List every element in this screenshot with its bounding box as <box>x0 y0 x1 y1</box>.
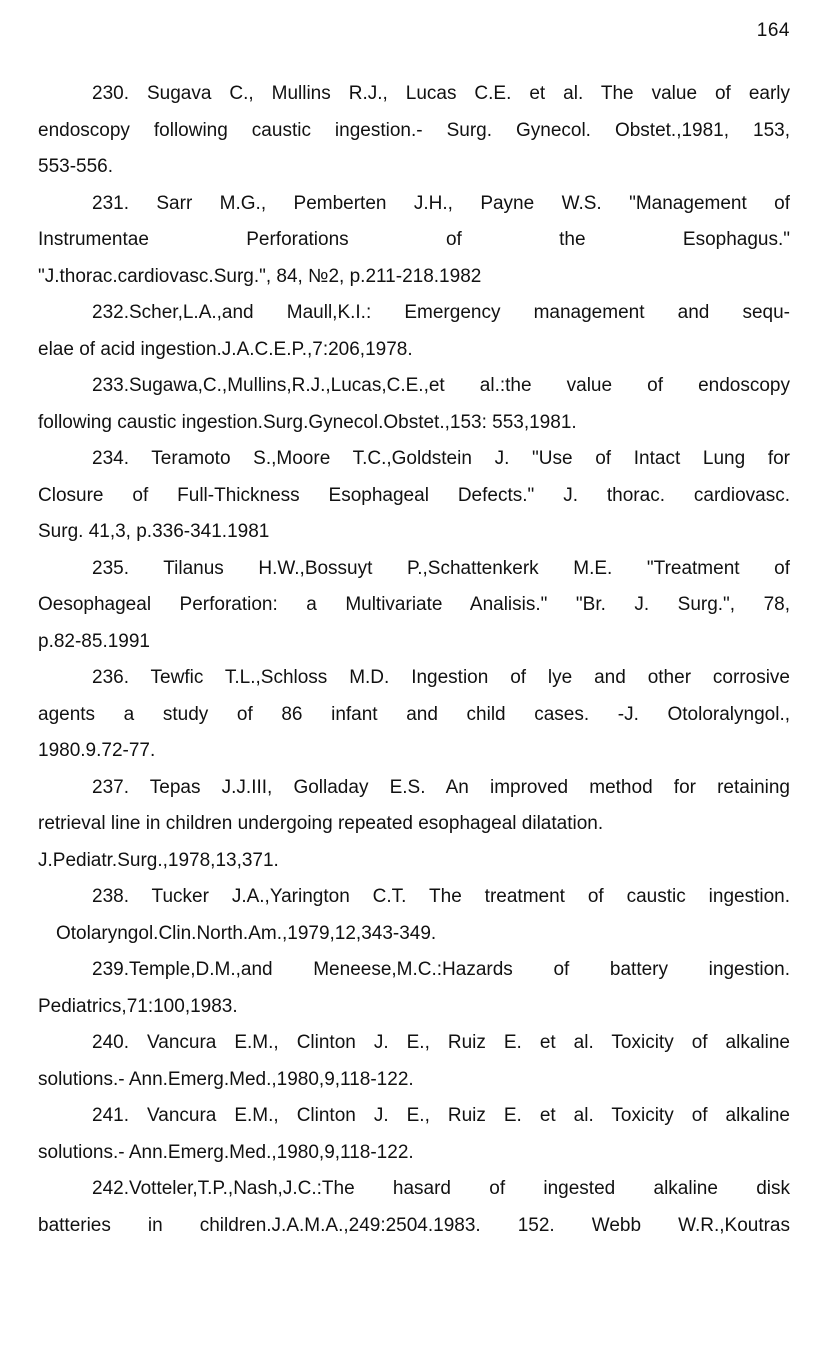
reference-line: "J.thorac.cardiovasc.Surg.", 84, №2, p.211-218.1982 <box>38 265 482 287</box>
reference-line: endoscopy following caustic ingestion.- Surg. Gynecol. Obstet.,1981, 153, <box>38 119 790 141</box>
reference-line: 240. Vancura E.M., Clinton J. E., Ruiz E. et al. Toxicity of alkaline <box>92 1032 790 1053</box>
reference-242 <box>38 1171 790 1236</box>
reference-231 <box>38 186 790 296</box>
reference-line: 238. Tucker J.A.,Yarington C.T. The treatment of caustic ingestion. <box>92 886 790 907</box>
reference-line: 230. Sugava C., Mullins R.J., Lucas C.E. et al. The value of early <box>92 83 790 104</box>
reference-232 <box>38 295 790 368</box>
reference-line: 234. Teramoto S.,Moore T.C.,Goldstein J. "Use of Intact Lung for <box>92 448 790 469</box>
reference-line: 233.Sugawa,C.,Mullins,R.J.,Lucas,C.E.,et al.:the value of endoscopy <box>92 375 790 396</box>
reference-line: 231. Sarr M.G., Pemberten J.H., Payne W.S. "Management of <box>92 192 790 214</box>
reference-line: Surg. 41,3, p.336-341.1981 <box>38 521 270 542</box>
reference-list <box>38 76 790 1236</box>
reference-line: solutions.- Ann.Emerg.Med.,1980,9,118-122. <box>38 1068 414 1090</box>
reference-239 <box>38 952 790 1025</box>
reference-236 <box>38 660 790 770</box>
reference-241 <box>38 1098 790 1171</box>
reference-line: 235. Tilanus H.W.,Bossuyt P.,Schattenkerk M.E. "Treatment of <box>92 557 790 579</box>
reference-line: batteries in children.J.A.M.A.,249:2504.1983. 152. Webb W.R.,Koutras <box>38 1214 790 1236</box>
reference-line: Oesophageal Perforation: a Multivariate Analisis." "Br. J. Surg.", 78, <box>38 594 790 615</box>
reference-240 <box>38 1025 790 1098</box>
reference-line: 242.Votteler,T.P.,Nash,J.C.:The hasard of ingested alkaline disk <box>92 1178 790 1199</box>
reference-line: 232.Scher,L.A.,and Maull,K.I.: Emergency management and sequ- <box>92 302 790 323</box>
reference-line: p.82-85.1991 <box>38 630 150 652</box>
reference-line: Closure of Full-Thickness Esophageal Defects." J. thorac. cardiovasc. <box>38 484 790 506</box>
reference-line: elae of acid ingestion.J.A.C.E.P.,7:206,1978. <box>38 338 413 360</box>
reference-line: 239.Temple,D.M.,and Meneese,M.C.:Hazards of battery ingestion. <box>92 959 790 980</box>
page-number: 164 <box>756 20 790 41</box>
reference-line: agents a study of 86 infant and child cases. -J. Otoloralyngol., <box>38 703 790 725</box>
reference-line: 237. Tepas J.J.III, Golladay E.S. An improved method for retaining <box>92 776 790 798</box>
reference-line: 236. Tewfic T.L.,Schloss M.D. Ingestion of lye and other corrosive <box>92 667 790 688</box>
reference-line: solutions.- Ann.Emerg.Med.,1980,9,118-122. <box>38 1141 414 1163</box>
reference-233 <box>38 368 790 441</box>
reference-line: 1980.9.72-77. <box>38 740 156 761</box>
reference-line: Otolaryngol.Clin.North.Am.,1979,12,343-349. <box>56 922 437 944</box>
reference-line: 241. Vancura E.M., Clinton J. E., Ruiz E. et al. Toxicity of alkaline <box>92 1105 790 1126</box>
reference-238 <box>38 879 790 952</box>
reference-line: following caustic ingestion.Surg.Gynecol.Obstet.,153: 553,1981. <box>38 411 577 433</box>
reference-line: Instrumentae Perforations of the Esophagus." <box>38 229 790 250</box>
reference-230 <box>38 76 790 186</box>
reference-234 <box>38 441 790 551</box>
reference-line: Pediatrics,71:100,1983. <box>38 995 238 1017</box>
reference-line: retrieval line in children undergoing repeated esophageal dilatation. <box>38 813 604 834</box>
reference-line: J.Pediatr.Surg.,1978,13,371. <box>38 849 279 871</box>
reference-235 <box>38 551 790 661</box>
reference-line: 553-556. <box>38 156 114 177</box>
reference-237 <box>38 770 790 880</box>
